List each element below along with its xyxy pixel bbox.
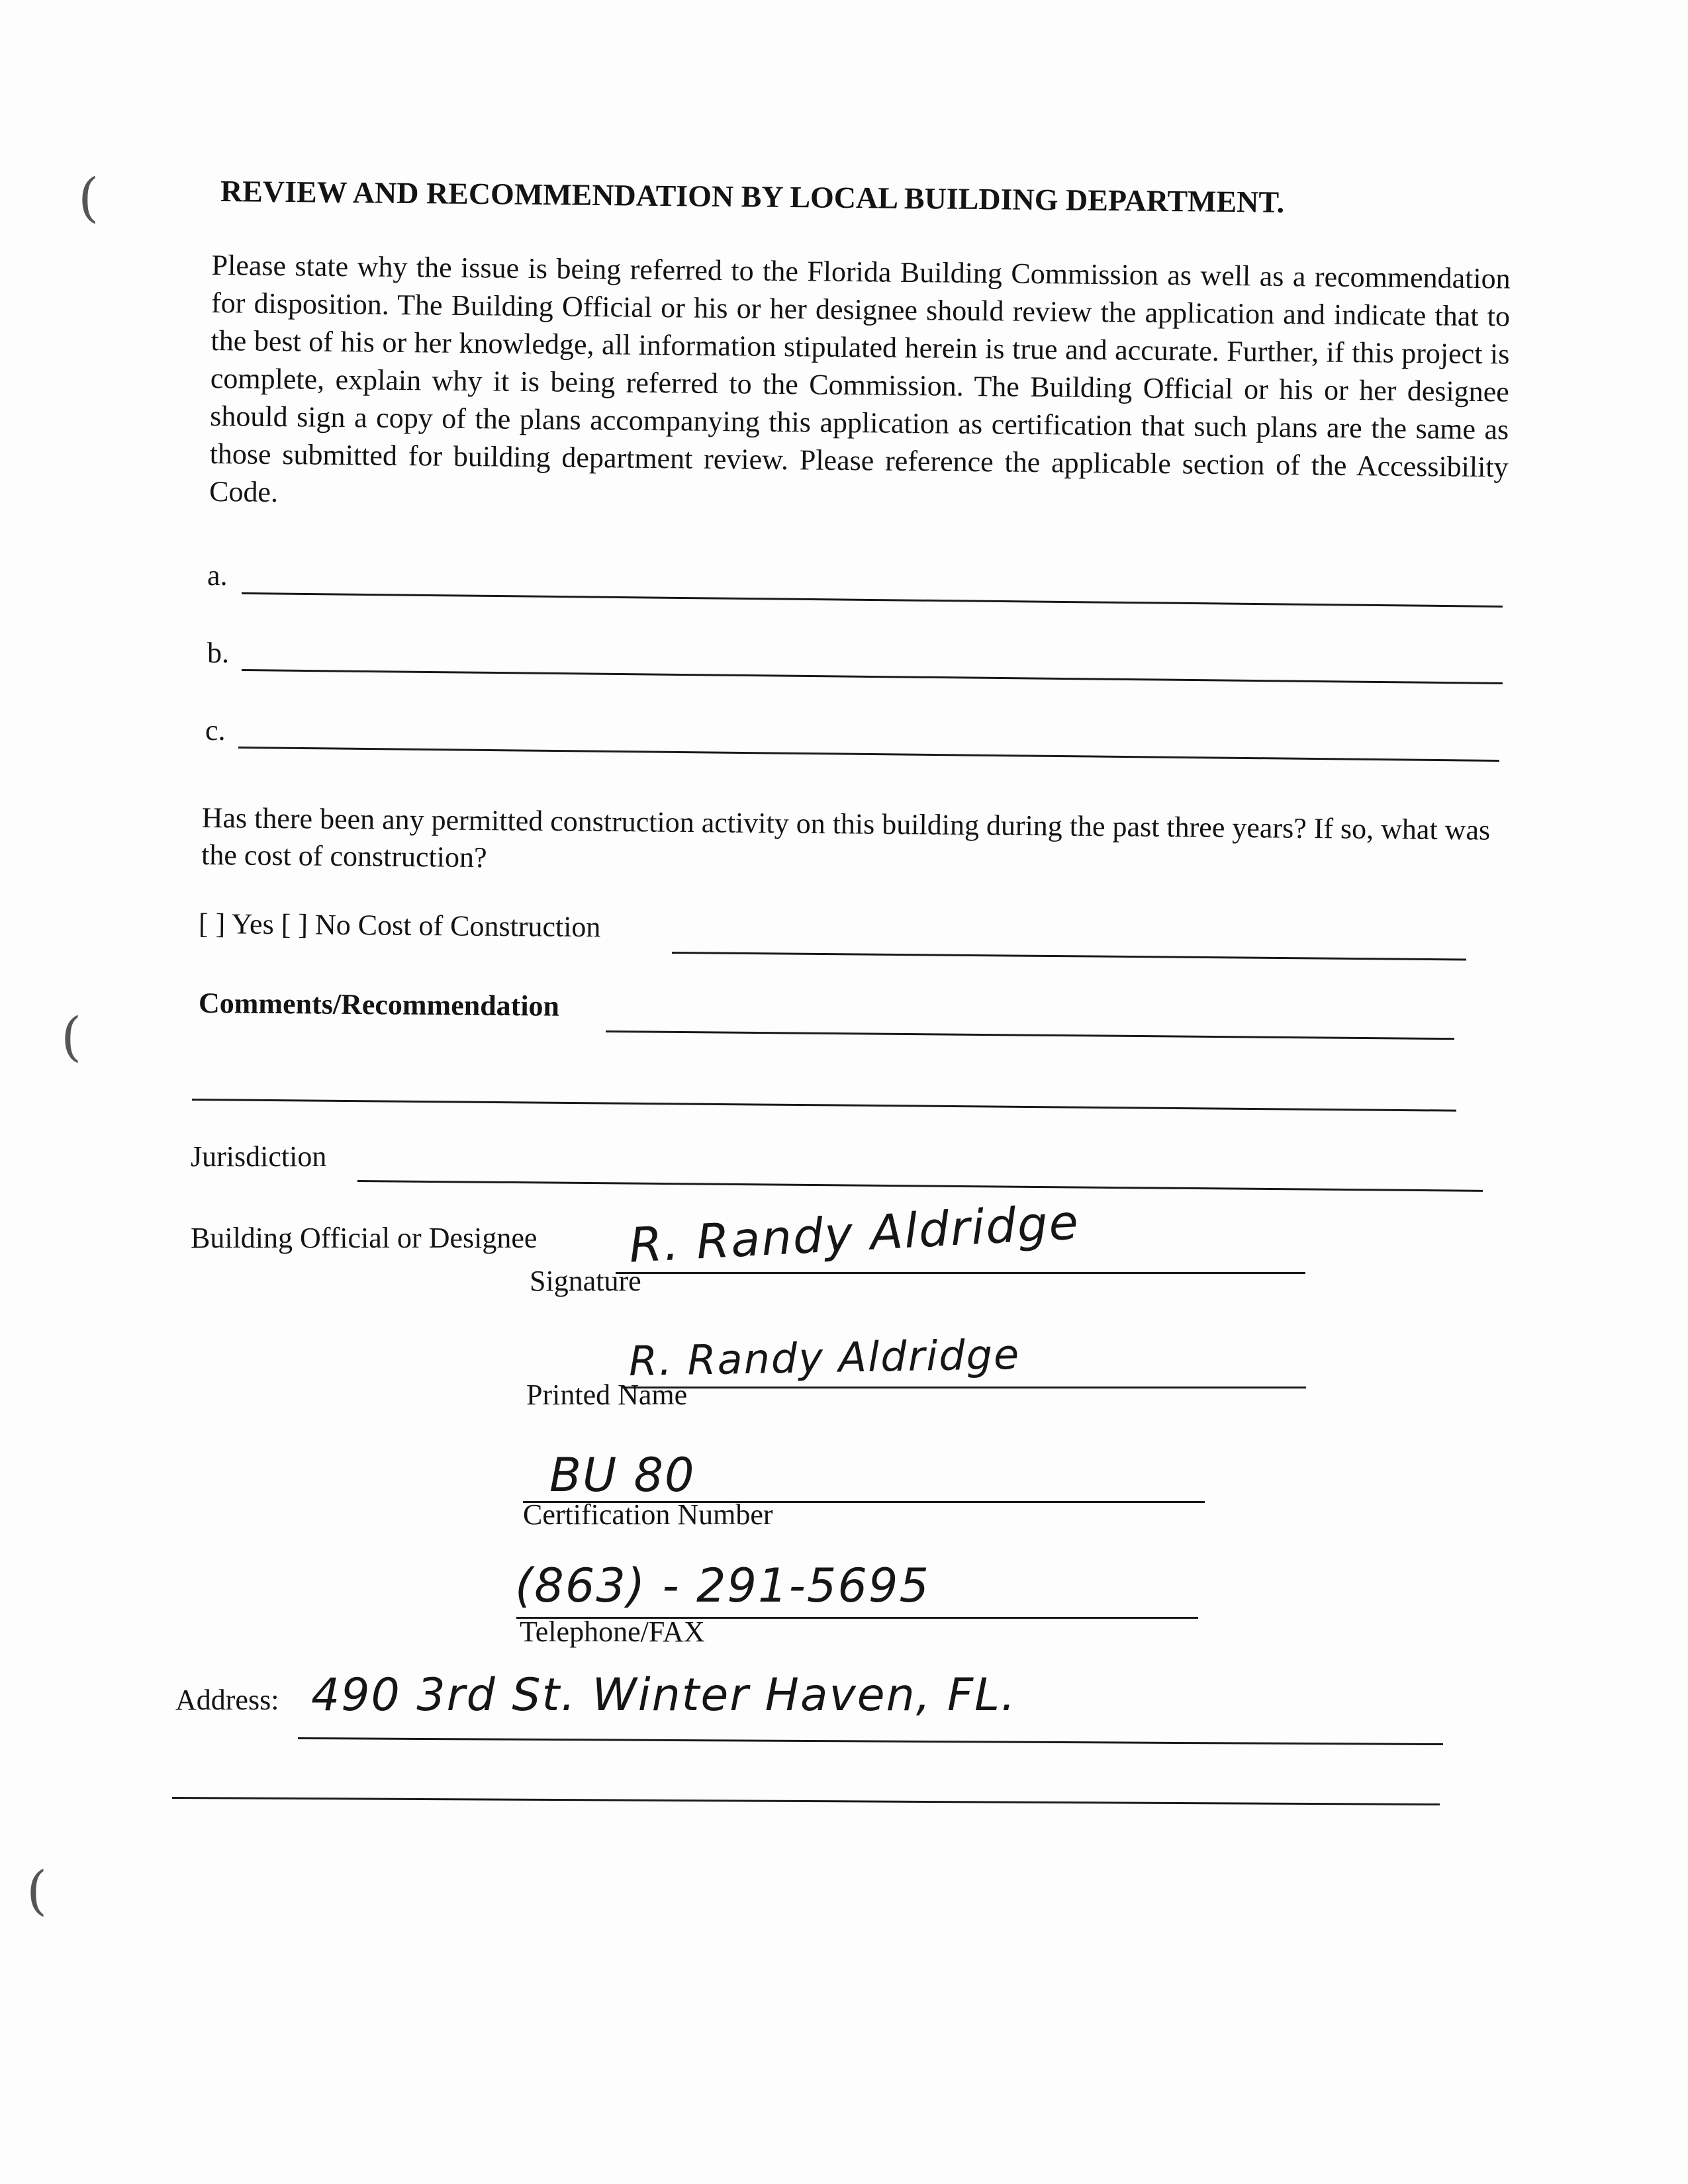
cost-of-construction-line[interactable] <box>672 952 1466 960</box>
telephone-caption: Telephone/FAX <box>520 1615 705 1648</box>
margin-mark-middle: ( <box>61 1006 82 1068</box>
line-label-b: b. <box>207 637 229 669</box>
line-b[interactable] <box>242 669 1503 684</box>
comments-line-1[interactable] <box>606 1030 1454 1040</box>
printed-name-caption: Printed Name <box>526 1379 688 1411</box>
address-label: Address: <box>175 1684 279 1716</box>
address-line-1[interactable] <box>298 1737 1443 1745</box>
line-c[interactable] <box>238 747 1499 762</box>
jurisdiction-line[interactable] <box>357 1180 1483 1192</box>
comments-line-2[interactable] <box>192 1099 1456 1112</box>
margin-mark-bottom: ( <box>26 1860 48 1921</box>
yes-no-cost-label: [ ] Yes [ ] No Cost of Construction <box>198 907 601 944</box>
printed-name-handwriting: R. Randy Aldridge <box>628 1330 1021 1386</box>
margin-mark-top: ( <box>78 167 99 228</box>
building-official-label: Building Official or Designee <box>191 1222 538 1254</box>
line-label-a: a. <box>207 559 228 592</box>
construction-question: Has there been any permitted construction activity on this building during the past three years? If so, what was the cost of construction? <box>201 801 1491 874</box>
telephone-handwriting: (863) - 291-5695 <box>515 1559 930 1613</box>
comments-label: Comments/Recommendation <box>198 987 560 1023</box>
jurisdiction-label: Jurisdiction <box>191 1140 327 1173</box>
signature-handwriting: R. Randy Aldridge <box>628 1194 1081 1273</box>
certification-handwriting: BU 80 <box>549 1448 696 1502</box>
signature-caption: Signature <box>530 1265 641 1297</box>
signature-line[interactable] <box>616 1272 1305 1274</box>
line-label-c: c. <box>205 714 226 747</box>
address-handwriting: 490 3rd St. Winter Haven, FL. <box>311 1669 1017 1721</box>
address-line-2[interactable] <box>172 1797 1440 1805</box>
page-title: REVIEW AND RECOMMENDATION BY LOCAL BUILDING DEPARTMENT. <box>220 174 1285 219</box>
instructions-paragraph: Please state why the issue is being referred to the Florida Building Commission as well as a recommendation for disposition. The Building Official or his or her designee should review the application and indicate that to the best of his or her knowledge, all information stipulated herein is true and accurate. Further, if this project is complete, explain why it is being referred to the Commission. The Building Official or his or her designee should sign a copy of the plans accompanying this application as certification that such plans are the same as those submitted for building department review. Please reference the applicable section of the Accessibility Code. <box>209 248 1511 509</box>
certification-caption: Certification Number <box>523 1498 773 1531</box>
printed-name-line[interactable] <box>622 1387 1306 1388</box>
line-a[interactable] <box>242 592 1503 608</box>
